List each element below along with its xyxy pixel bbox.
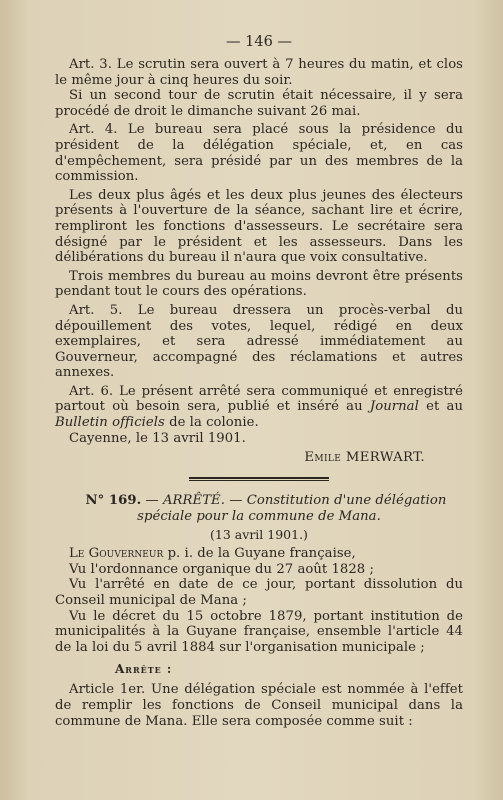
decree-number: N° 169.	[85, 493, 142, 509]
page-number: — 146 —	[226, 34, 292, 50]
vu-decret: Vu le décret du 15 octobre 1879, portant institution de municipalités à la Guyane française, ensemble l'article 44 de la loi du 5 avril 1884 sur l'organisation municipale ;	[55, 608, 463, 655]
governor-line	[55, 546, 463, 562]
vu-arrete: Vu l'arrêté en date de ce jour, portant dissolution du Conseil municipal de Mana ;	[55, 577, 463, 609]
decree-subject: Constitution d'une délégation spéciale pour la commune de Mana.	[137, 493, 447, 525]
article-1-paragraph: Article 1er. Une délégation spéciale est nommée à l'effet de remplir les fonctions de Conseil municipal dans la commune de Mana. Elle sera composée comme suit :	[55, 682, 463, 729]
bureau-presence-paragraph: Trois membres du bureau au moins devront être présents pendant tout le cours des opérations.	[55, 268, 463, 300]
article-4-paragraph: Art. 4. Le bureau sera placé sous la présidence du président de la délégation spéciale, et, en cas d'empêchement, sera présidé par un des membres de la commission.	[55, 122, 463, 185]
second-round-paragraph: Si un second tour de scrutin était nécessaire, il y sera procédé de droit le dimanche suivant 26 mai.	[55, 88, 463, 119]
article-5-paragraph: Art. 5. Le bureau dressera un procès-verbal du dépouillement des votes, lequel, rédigé en deux exemplaires, et sera adressé immédiatement au Gouverneur, accompagné des réclamations et autres annexes.	[55, 302, 463, 381]
decree-title	[55, 493, 463, 525]
vu-ordonnance: Vu l'ordonnance organique du 27 août 1828 ;	[69, 561, 374, 577]
journal-ref: Journal	[369, 399, 419, 415]
place-date: Cayenne, le 13 avril 1901.	[69, 430, 246, 446]
article-6-mid: et au	[418, 399, 463, 415]
decree-dash: — ARRÊTÉ. —	[141, 493, 247, 509]
article-3-paragraph: Art. 3. Le scrutin sera ouvert à 7 heures du matin, et clos le même jour à cinq heures du soir.	[55, 57, 463, 88]
article-6-tail: de la colonie.	[164, 415, 259, 431]
bulletin-ref: Bulletin officiels	[55, 415, 165, 431]
article-6-paragraph	[55, 384, 463, 431]
governor-rest: p. i. de la Guyane française,	[163, 546, 356, 562]
article-6-lead: Art. 6. Le présent arrêté sera communiqué et enregistré partout où besoin sera, publié et inséré au	[55, 383, 463, 415]
decree-date: (13 avril 1901.)	[210, 527, 308, 543]
assessors-paragraph: Les deux plus âgés et les deux plus jeunes des électeurs présents à l'ouverture de la séance, sachant lire et écrire, rempliront les fonctions d'assesseurs. Le secrétaire sera désigné par le président et les assesseurs. Dans les délibérations du bureau il n'aura que voix consultative.	[55, 187, 463, 266]
signature: Emile MERWART.	[304, 450, 425, 466]
arrete-heading: Arrête :	[115, 662, 173, 677]
section-divider	[189, 477, 329, 481]
governor-title: Le Gouverneur	[69, 546, 164, 562]
